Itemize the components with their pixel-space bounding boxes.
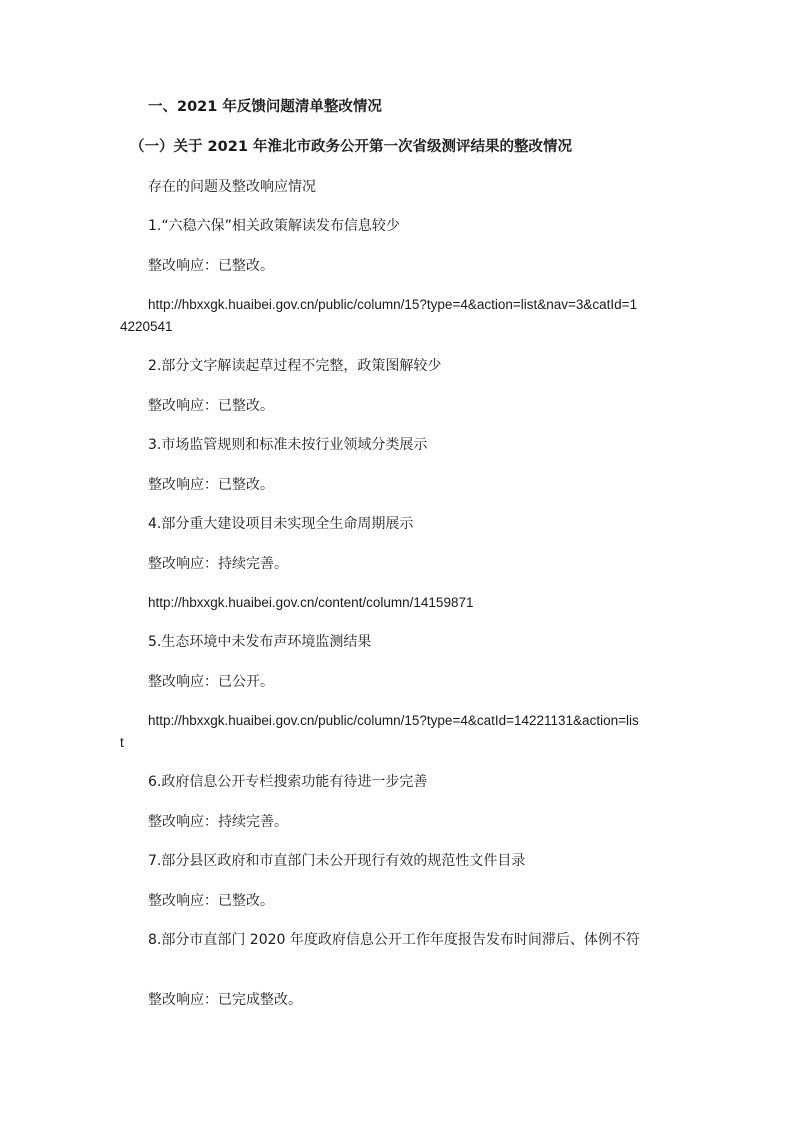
subsection-heading: （一）关于 2021 年淮北市政务公开第一次省级测评结果的整改情况 [130, 139, 572, 155]
item-response: 整改响应：已公开。 [148, 674, 274, 690]
item-title: 1.“六稳六保”相关政策解读发布信息较少 [148, 218, 400, 234]
item-response: 整改响应：持续完善。 [148, 814, 288, 830]
item-response: 整改响应：已整改。 [148, 258, 274, 274]
item-title: 8.部分市直部门 2020 年度政府信息公开工作年度报告发布时间滞后、体例不符 [148, 932, 640, 948]
item-title: 6.政府信息公开专栏搜索功能有待进一步完善 [148, 774, 428, 790]
item-title: 4.部分重大建设项目未实现全生命周期展示 [148, 516, 414, 532]
intro-text: 存在的问题及整改响应情况 [148, 179, 316, 195]
item-title: 7.部分县区政府和市直部门未公开现行有效的规范性文件目录 [148, 853, 526, 869]
item-response: 整改响应：持续完善。 [148, 556, 288, 572]
item-title: 2.部分文字解读起草过程不完整，政策图解较少 [148, 358, 442, 374]
item-response: 整改响应：已完成整改。 [148, 992, 302, 1008]
item-response: 整改响应：已整改。 [148, 398, 274, 414]
item-title: 5.生态环境中未发布声环境监测结果 [148, 634, 372, 650]
section-heading: 一、2021 年反馈问题清单整改情况 [148, 99, 382, 115]
item-title: 3.市场监管规则和标准未按行业领域分类展示 [148, 437, 428, 453]
item-response: 整改响应：已整改。 [148, 477, 274, 493]
item-link[interactable]: http://hbxxgk.huaibei.gov.cn/public/column/15?type=4&action=list&nav=3&catId=14220541 [120, 297, 638, 334]
item-response: 整改响应：已整改。 [148, 893, 274, 909]
item-link[interactable]: http://hbxxgk.huaibei.gov.cn/content/column/14159871 [148, 595, 474, 610]
item-link[interactable]: http://hbxxgk.huaibei.gov.cn/public/column/15?type=4&catId=14221131&action=list [120, 713, 639, 750]
